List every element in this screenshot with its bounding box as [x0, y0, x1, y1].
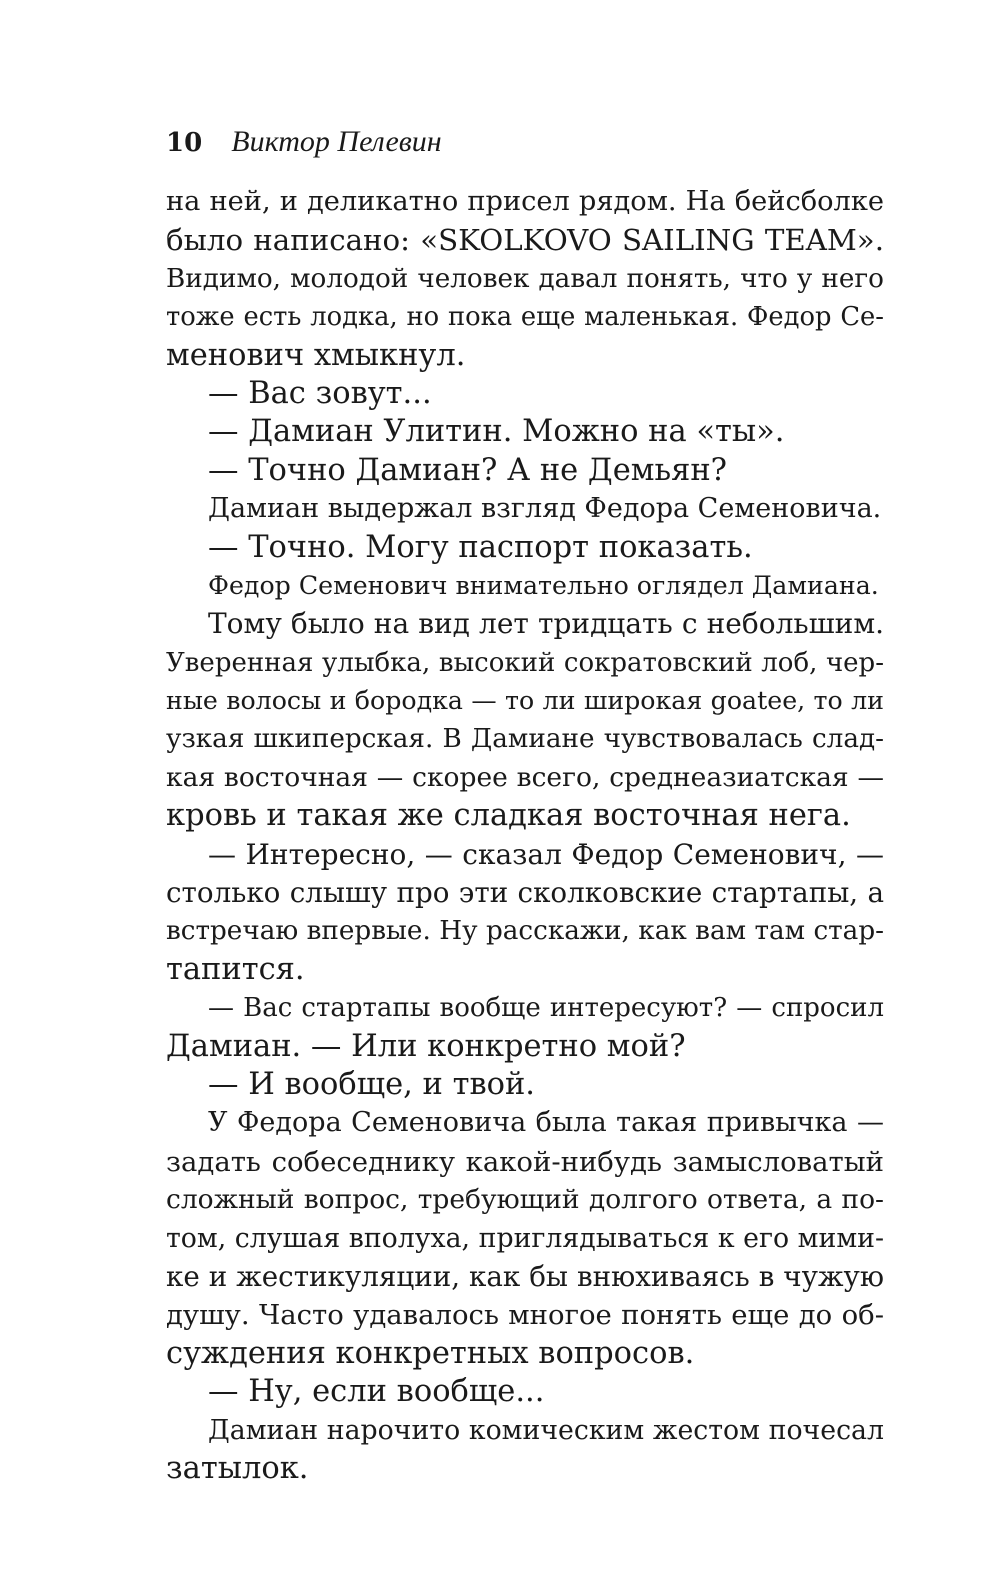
text-line: кровь и такая же сладкая восточная нега. [166, 798, 851, 834]
text-line: менович хмыкнул. [166, 337, 466, 373]
text-line: столько слышу про эти сколковские стартапы, а [166, 876, 884, 910]
text-line: Федор Семенович внимательно оглядел Дамиана. [208, 570, 879, 600]
text-line: Тому было на вид лет тридцать с небольшим. [208, 607, 884, 641]
text-line: том, слушая вполуха, приглядываться к его мими- [166, 1222, 884, 1254]
text-line: душу. Часто удавалось многое понять еще до об- [166, 1299, 884, 1332]
text-line: — Интересно, — сказал Федор Семенович, — [208, 837, 884, 871]
text-line: Дамиан выдержал взгляд Федора Семеновича. [208, 493, 882, 525]
text-line: тапится. [166, 951, 305, 987]
text-line: на ней, и деликатно присел рядом. На бейсболке [166, 186, 884, 217]
text-line: Дамиан нарочито комическим жестом почесал [208, 1414, 884, 1446]
text-line: суждения конкретных вопросов. [166, 1335, 695, 1371]
text-line: было написано: «SKOLKOVO SAILING TEAM». [166, 223, 884, 258]
text-line: встречаю впервые. Ну расскажи, как вам там стар- [166, 916, 884, 947]
text-line: — Точно. Могу паспорт показать. [208, 529, 753, 565]
text-line: тоже есть лодка, но пока еще маленькая. Федор Се- [166, 302, 884, 333]
text-line: — Ну, если вообще... [208, 1374, 545, 1410]
body-text [166, 183, 884, 1488]
text-line: — Вас стартапы вообще интересуют? — спросил [208, 993, 884, 1024]
running-head [166, 122, 442, 162]
text-line: — И вообще, и твой. [208, 1066, 535, 1102]
text-line: сложный вопрос, требующий долгого ответа, а по- [166, 1184, 884, 1216]
text-line: Видимо, молодой человек давал понять, что у него [166, 263, 884, 294]
text-line: — Вас зовут... [208, 375, 432, 411]
text-line: Дамиан. — Или конкретно мой? [166, 1028, 686, 1064]
text-line: — Точно Дамиан? А не Демьян? [208, 452, 728, 488]
text-line: ке и жестикуляции, как бы внюхиваясь в чужую [166, 1259, 884, 1293]
text-line: задать собеседнику какой-нибудь замысловатый [166, 1145, 884, 1178]
text-line: затылок. [166, 1450, 309, 1486]
text-line: ные волосы и бородка — то ли широкая goatee, то ли [166, 686, 884, 716]
text-line: — Дамиан Улитин. Можно на «ты». [208, 414, 785, 450]
text-line: узкая шкиперская. В Дамиане чувствовалась слад- [166, 724, 884, 755]
running-title: Виктор Пелевин [231, 125, 442, 158]
text-line: кая восточная — скорее всего, среднеазиатская — [166, 761, 884, 793]
text-line: У Федора Семеновича была такая привычка — [208, 1107, 884, 1139]
page-number: 10 [166, 128, 203, 158]
text-line: Уверенная улыбка, высокий сократовский лоб, чер- [166, 647, 884, 678]
